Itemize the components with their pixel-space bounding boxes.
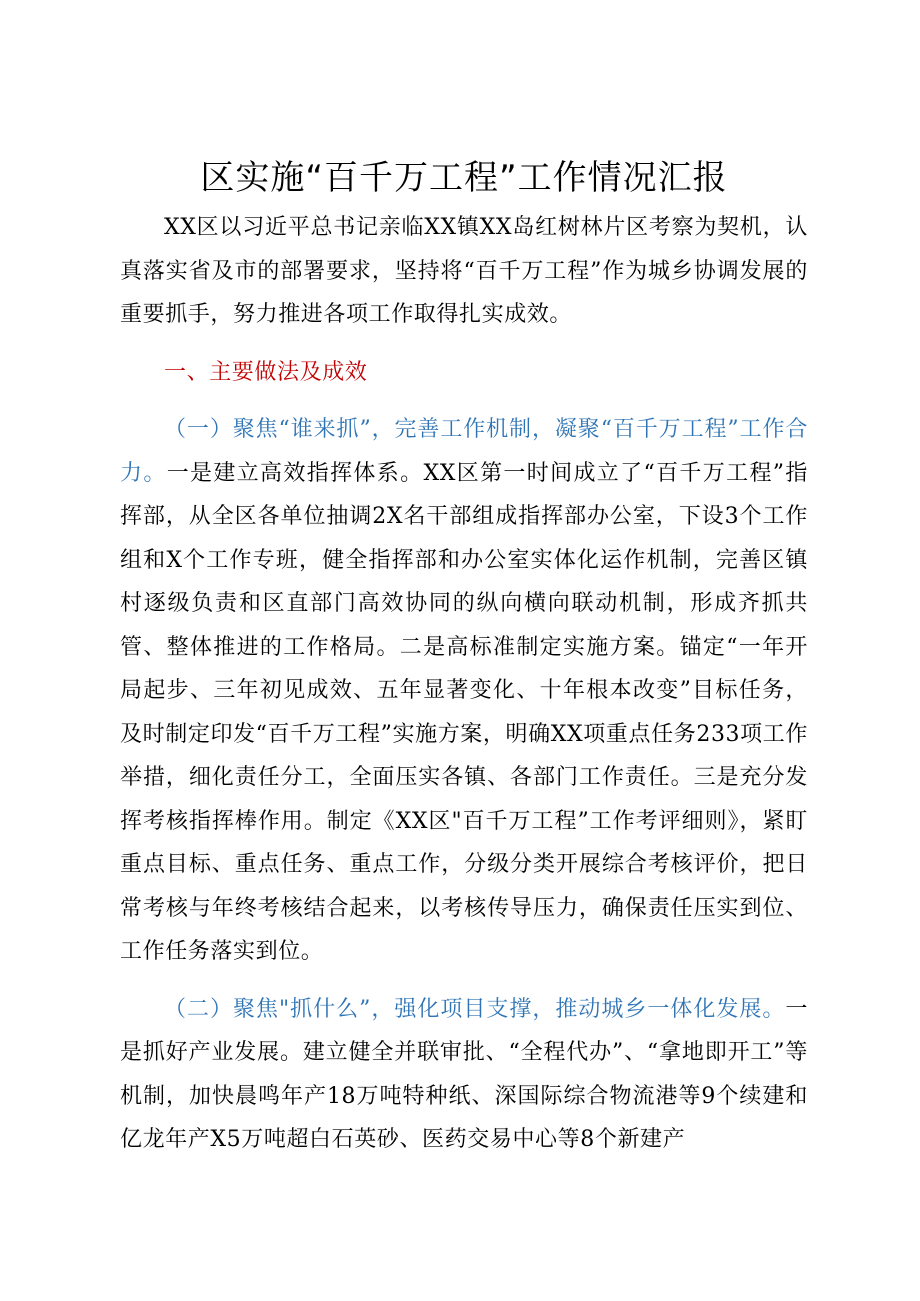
intro-paragraph: XX区以习近平总书记亲临XX镇XX岛红树林片区考察为契机，认真落实省及市的部署要求，坚持将“百千万工程”作为城乡协调发展的重要抓手，努力推进各项工作取得扎实成效。	[120, 215, 808, 327]
subsection-1-body: 一是建立高效指挥体系。XX区第一时间成立了“百千万工程”指挥部，从全区各单位抽调2X名干部组成指挥部办公室，下设3个工作组和X个工作专班，健全指挥部和办公室实体化运作机制，完善区镇村逐级负责和区直部门高效协同的纵向横向联动机制，形成齐抓共管、整体推进的工作格局。二是高标准制定实施方案。锚定“一年开局起步、三年初见成效、五年显著变化、十年根本改变”目标任务，及时制定印发“百千万工程”实施方案，明确XX项重点任务233项工作举措，细化责任分工，全面压实各镇、各部门工作责任。三是充分发挥考核指挥棒作用。制定《XX区"百千万工程”工作考评细则》，紧盯重点目标、重点任务、重点工作，分级分类开展综合考核评价，把日常考核与年终考核结合起来，以考核传导压力，确保责任压实到位、工作任务落实到位。	[120, 460, 808, 964]
subsection-2-paragraph	[120, 988, 808, 1162]
paragraph-gap	[120, 394, 808, 408]
subsection-2-heading: （二）聚焦"抓什么”，强化项目支撑，推动城乡一体化发展。	[164, 996, 786, 1022]
subsection-1-heading: （一）聚焦“谁来抓”，完善工作机制，凝聚“百千万工程”工作合力。	[120, 417, 808, 486]
paragraph-gap	[120, 337, 808, 351]
subsection-2-body: 一是抓好产业发展。建立健全并联审批、“全程代办”、“拿地即开工”等机制，加快晨鸣年产18万吨特种纸、深国际综合物流港等9个续建和亿龙年产X5万吨超白石英砂、医药交易中心等8个新建产	[120, 996, 808, 1152]
document-page	[120, 150, 808, 1162]
subsection-1-paragraph	[120, 408, 808, 974]
section-heading: 一、主要做法及成效	[164, 359, 368, 385]
paragraph-gap	[120, 974, 808, 988]
document-title: 区实施“百千万工程”工作情况汇报	[200, 158, 728, 198]
